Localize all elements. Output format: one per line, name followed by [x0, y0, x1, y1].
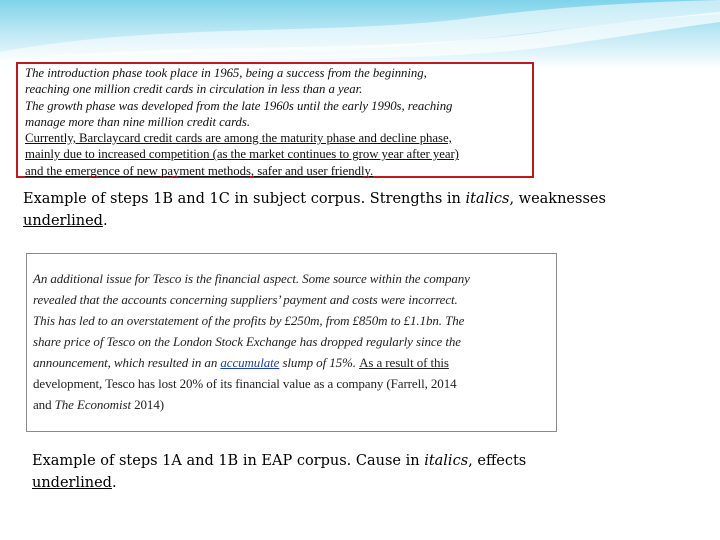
- caption-underlined-word: underlined: [32, 475, 112, 491]
- caption-text: , effects: [468, 453, 527, 469]
- excerpt-line: The introduction phase took place in 1965, being a success from the beginning,: [25, 66, 427, 80]
- excerpt-segment: slump of 15%.: [279, 355, 360, 370]
- excerpt-line: Currently, Barclaycard credit cards are among the maturity phase and decline phase,: [25, 131, 452, 146]
- excerpt-line: development, Tesco has lost 20% of its financial value as a company (Farrell, 2014: [33, 376, 457, 391]
- caption-period: .: [111, 475, 117, 491]
- accumulate-link[interactable]: accumulate: [220, 355, 280, 370]
- figure-eap-corpus-excerpt: [26, 253, 557, 432]
- excerpt-segment: announcement, which resulted in an: [33, 355, 221, 370]
- caption-text: Example of steps 1B and 1C in subject corpus. Strengths in: [23, 191, 466, 207]
- caption-period: .: [102, 213, 108, 229]
- excerpt-line: and the emergence of new payment methods, safer and user friendly.: [25, 163, 374, 178]
- excerpt-italic-segment: The Economist: [54, 397, 131, 412]
- caption-subject-corpus: [23, 188, 663, 232]
- caption-text: Example of steps 1A and 1B in EAP corpus. Cause in: [32, 453, 425, 469]
- excerpt-segment: and: [33, 397, 55, 412]
- header-banner: [0, 0, 720, 68]
- excerpt-line: revealed that the accounts concerning suppliers’ payment and costs were incorrect.: [33, 292, 458, 307]
- excerpt-line: mainly due to increased competition (as the market continues to grow year after year): [25, 147, 459, 162]
- caption-underlined-word: underlined: [23, 213, 103, 229]
- excerpt-line: This has led to an overstatement of the profits by £250m, from £850m to £1.1bn. The: [33, 313, 465, 328]
- caption-italic-word: italics: [465, 191, 510, 207]
- caption-italic-word: italics: [424, 453, 469, 469]
- wave-decoration: [0, 0, 720, 68]
- excerpt-line: manage more than nine million credit cards.: [25, 114, 250, 129]
- figure-subject-corpus-excerpt: [16, 62, 534, 178]
- excerpt-line: The growth phase was developed from the late 1960s until the early 1990s, reaching: [25, 98, 453, 113]
- caption-text: , weaknesses: [509, 191, 606, 207]
- excerpt-line: share price of Tesco on the London Stock Exchange has dropped regularly since the: [33, 334, 461, 349]
- excerpt-line: [33, 394, 550, 415]
- excerpt-line: reaching one million credit cards in circulation in less than a year.: [25, 82, 363, 97]
- excerpt-underlined-segment: As a result of this: [359, 355, 449, 370]
- excerpt-segment: 2014): [130, 397, 164, 412]
- excerpt-line: An additional issue for Tesco is the financial aspect. Some source within the company: [33, 271, 470, 286]
- excerpt-line: [33, 352, 550, 373]
- caption-eap-corpus: [32, 450, 592, 494]
